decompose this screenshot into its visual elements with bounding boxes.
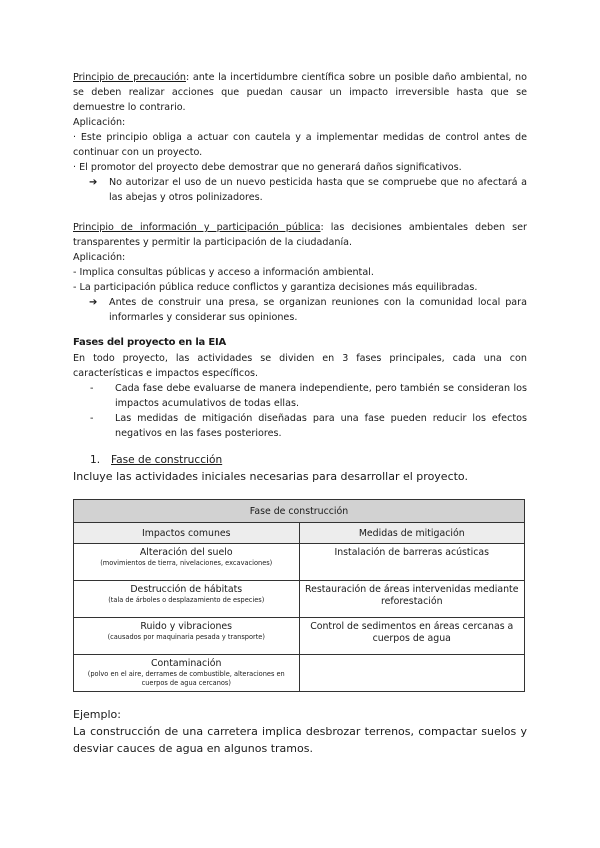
document-page — [73, 70, 527, 757]
impact-label: Destrucción de hábitats — [130, 584, 243, 595]
table-cell-measure: Restauración de áreas intervenidas mediante reforestación — [299, 581, 525, 618]
impact-label: Alteración del suelo — [139, 547, 233, 558]
table-header-impactos: Impactos comunes — [74, 523, 300, 544]
table-row — [74, 655, 525, 692]
ejemplo-label: Ejemplo: — [73, 708, 121, 721]
impact-detail: (causados por maquinaria pesada y transporte) — [107, 633, 265, 641]
table-cell-impact — [74, 581, 300, 618]
precaucion-line-2: · El promotor del proyecto debe demostrar que no generará daños significativos. — [73, 162, 462, 173]
precaucion-title: Principio de precaución — [73, 72, 186, 83]
arrow-icon: ➔ — [89, 177, 98, 188]
table-row — [74, 581, 525, 618]
item-description: Incluye las actividades iniciales necesarias para desarrollar el proyecto. — [73, 470, 468, 483]
precaucion-paragraph — [73, 70, 527, 115]
precaucion-example-text: No autorizar el uso de un nuevo pesticida hasta que se compruebe que no afectará a las abejas y otros polinizadores. — [109, 177, 527, 203]
fases-bullet-2 — [90, 411, 527, 441]
impact-detail: (polvo en el aire, derrames de combustible, alteraciones en cuerpos de agua cercanos) — [87, 670, 285, 687]
impact-label: Contaminación — [150, 658, 222, 669]
participacion-line-1: - Implica consultas públicas y acceso a información ambiental. — [73, 267, 374, 278]
fases-bullet-2-text: Las medidas de mitigación diseñadas para una fase pueden reducir los efectos negativos en las fases posteriores. — [115, 413, 527, 439]
impact-detail: (movimientos de tierra, nivelaciones, excavaciones) — [100, 559, 273, 567]
table-row — [74, 544, 525, 581]
table-cell-impact — [74, 544, 300, 581]
impact-detail: (tala de árboles o desplazamiento de especies) — [108, 596, 265, 604]
fases-bullet-1 — [90, 381, 527, 411]
participacion-example-text: Antes de construir una presa, se organizan reuniones con la comunidad local para informarles y considerar sus opiniones. — [109, 297, 527, 323]
ejemplo-text: La construcción de una carretera implica desbrozar terrenos, compactar suelos y desviar cauces de agua en algunos tramos. — [73, 725, 527, 755]
dash-icon: - — [90, 383, 94, 394]
impact-label: Ruido y vibraciones — [140, 621, 233, 632]
item-title: Fase de construcción — [111, 454, 223, 466]
precaucion-line-1: · Este principio obliga a actuar con cautela y a implementar medidas de control antes de continuar con un proyecto. — [73, 132, 527, 158]
participacion-text: : las decisiones ambientales deben ser transparentes y permitir la participación de la ciudadanía. — [73, 222, 527, 248]
dash-icon: - — [90, 413, 94, 424]
precaucion-example — [89, 175, 527, 205]
participacion-aplicacion-label: Aplicación: — [73, 252, 126, 263]
precaucion-text: : ante la incertidumbre científica sobre un posible daño ambiental, no se deben realizar acciones que puedan causar un impacto irreversible hasta que se demuestre lo contrario. — [73, 72, 527, 113]
table-cell-measure: Control de sedimentos en áreas cercanas a cuerpos de agua — [299, 618, 525, 655]
table-cell-impact — [74, 618, 300, 655]
precaucion-aplicacion-label: Aplicación: — [73, 117, 126, 128]
arrow-icon: ➔ — [89, 297, 98, 308]
fase-construccion-table — [73, 499, 525, 692]
participacion-paragraph — [73, 220, 527, 250]
fases-bullet-1-text: Cada fase debe evaluarse de manera independiente, pero también se consideran los impactos acumulativos de todas ellas. — [115, 383, 527, 409]
table-row — [74, 618, 525, 655]
fases-intro: En todo proyecto, las actividades se dividen en 3 fases principales, cada una con características e impactos específicos. — [73, 353, 527, 379]
table-cell-measure — [299, 655, 525, 692]
participacion-example — [89, 295, 527, 325]
fase-construccion-item — [90, 453, 527, 468]
participacion-line-2: - La participación pública reduce conflictos y garantiza decisiones más equilibradas. — [73, 282, 478, 293]
table-cell-measure: Instalación de barreras acústicas — [299, 544, 525, 581]
participacion-title: Principio de información y participación pública — [73, 222, 321, 233]
table-title: Fase de construcción — [74, 500, 525, 523]
item-number: 1. — [90, 454, 101, 466]
fases-heading: Fases del proyecto en la EIA — [73, 337, 227, 348]
table-cell-impact — [74, 655, 300, 692]
table-header-medidas: Medidas de mitigación — [299, 523, 525, 544]
